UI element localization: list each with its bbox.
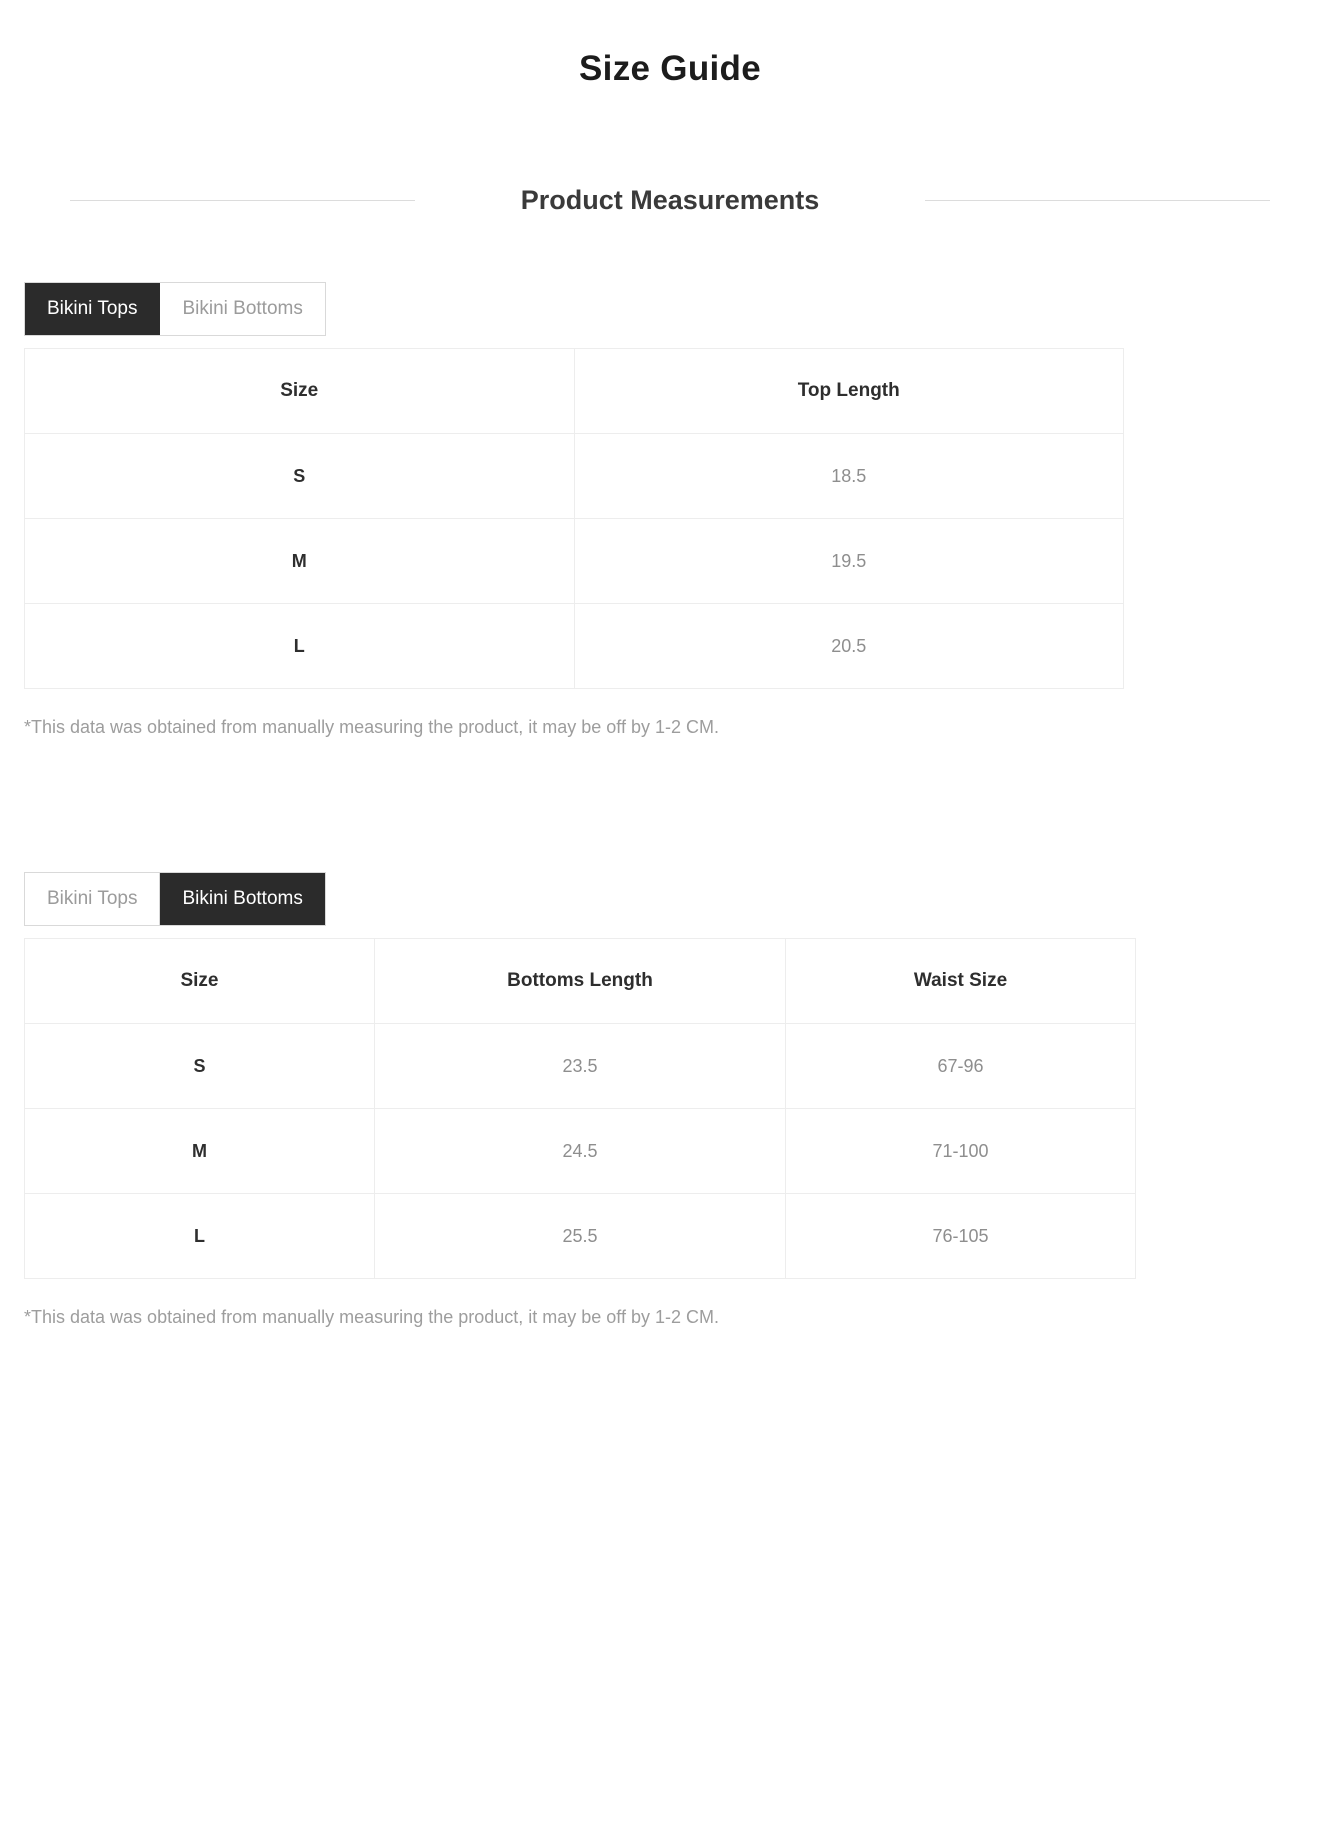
cell-waist-size: 71-100 <box>786 1109 1136 1194</box>
tops-measurements-table <box>24 348 1124 689</box>
cell-size: L <box>25 604 575 689</box>
cell-size: L <box>25 1194 375 1279</box>
size-guide-page <box>0 48 1340 1833</box>
table-row <box>25 1024 1136 1109</box>
tabs-bottoms <box>24 872 326 926</box>
table-header-row <box>25 939 1136 1024</box>
column-header-waist-size: Waist Size <box>786 939 1136 1024</box>
table-row <box>25 1109 1136 1194</box>
tabs-tops <box>24 282 326 336</box>
tab-bikini-bottoms[interactable] <box>160 283 324 335</box>
bikini-bottoms-block <box>0 872 1340 1330</box>
table-header-row <box>25 349 1124 434</box>
tab-bikini-bottoms-secondary-label: Bikini Bottoms <box>182 888 303 910</box>
tab-bikini-bottoms-label: Bikini Bottoms <box>182 298 303 319</box>
column-header-size: Size <box>25 939 375 1024</box>
cell-bottoms-length: 25.5 <box>374 1194 785 1279</box>
table-row <box>25 604 1124 689</box>
divider-right <box>925 200 1270 201</box>
bikini-tops-block <box>0 282 1340 740</box>
cell-size: S <box>25 1024 375 1109</box>
page-title: Size Guide <box>579 49 761 88</box>
column-header-top-length: Top Length <box>574 349 1124 434</box>
cell-size: S <box>25 434 575 519</box>
tab-bikini-tops-secondary[interactable] <box>25 873 160 925</box>
tops-measurement-note: *This data was obtained from manually measuring the product, it may be off by 1-2 CM. <box>24 717 720 737</box>
cell-waist-size: 67-96 <box>786 1024 1136 1109</box>
column-header-size: Size <box>25 349 575 434</box>
cell-bottoms-length: 24.5 <box>374 1109 785 1194</box>
tab-bikini-tops-label: Bikini Tops <box>47 298 138 319</box>
cell-top-length: 18.5 <box>574 434 1124 519</box>
tab-bikini-bottoms-secondary[interactable] <box>160 873 324 925</box>
cell-size: M <box>25 1109 375 1194</box>
cell-size: M <box>25 519 575 604</box>
tab-bikini-tops-secondary-label: Bikini Tops <box>47 888 138 910</box>
table-row <box>25 519 1124 604</box>
table-row <box>25 1194 1136 1279</box>
bottoms-measurement-note: *This data was obtained from manually measuring the product, it may be off by 1-2 CM. <box>24 1307 720 1328</box>
section-heading-container <box>0 178 1340 222</box>
column-header-bottoms-length: Bottoms Length <box>374 939 785 1024</box>
divider-left <box>70 200 415 201</box>
table-row <box>25 434 1124 519</box>
bottoms-measurements-table <box>24 938 1136 1279</box>
tab-bikini-tops[interactable] <box>25 283 160 335</box>
cell-top-length: 19.5 <box>574 519 1124 604</box>
cell-top-length: 20.5 <box>574 604 1124 689</box>
section-heading: Product Measurements <box>495 184 846 216</box>
cell-waist-size: 76-105 <box>786 1194 1136 1279</box>
cell-bottoms-length: 23.5 <box>374 1024 785 1109</box>
